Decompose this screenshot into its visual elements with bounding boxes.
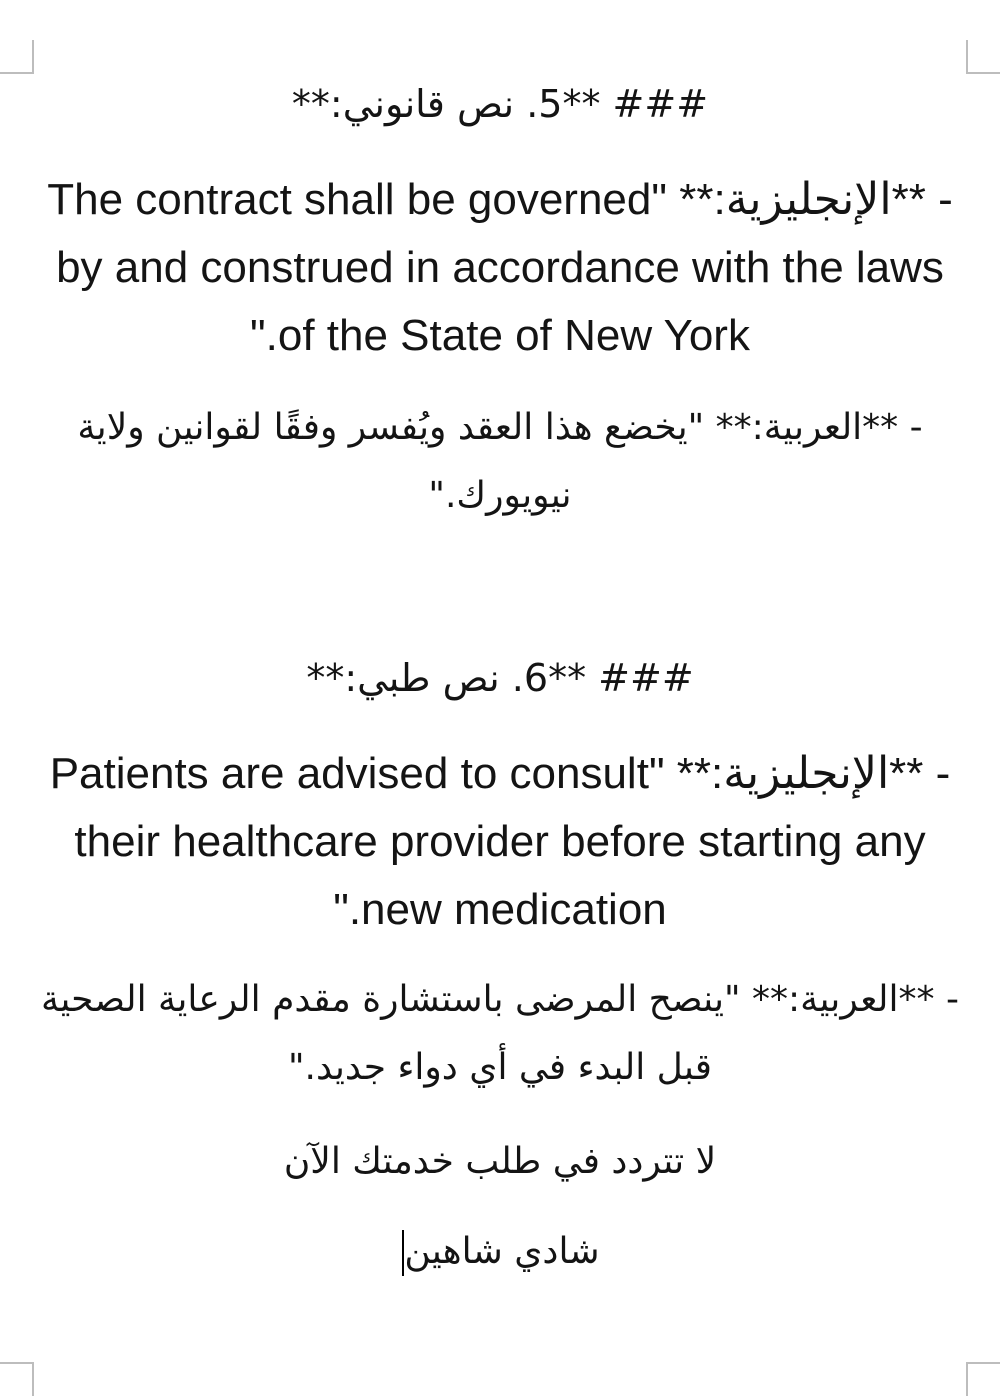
- section-6-english-paragraph: - **الإنجليزية:** "Patients are advised to consult their healthcare provider before starting any new medication.": [49, 749, 951, 934]
- section-6-heading: ### **6. نص طبي:**: [306, 656, 694, 700]
- page-corner-mark-top-right: [966, 40, 1000, 74]
- closing-line: لا تتردد في طلب خدمتك الآن: [283, 1141, 717, 1182]
- signature-name: شادي شاهين: [404, 1231, 600, 1272]
- section-6-arabic-paragraph: - **العربية:** "ينصح المرضى باستشارة مقدم الرعاية الصحية قبل البدء في أي دواء جديد.": [41, 979, 959, 1088]
- section-5-arabic-paragraph: - **العربية:** "يخضع هذا العقد ويُفسر وفقًا لقوانين ولاية نيويورك.": [77, 407, 923, 516]
- section-5-heading: ### **5. نص قانوني:**: [291, 82, 709, 126]
- signature-text[interactable]: [400, 1226, 599, 1278]
- signature-line: [40, 1226, 960, 1278]
- section-5-english-paragraph: - **الإنجليزية:** "The contract shall be governed by and construed in accordance with the laws of the State of New York.": [47, 175, 953, 360]
- page-corner-mark-bottom-right: [966, 1362, 1000, 1396]
- page-corner-mark-top-left: [0, 40, 34, 74]
- page-corner-mark-bottom-left: [0, 1362, 34, 1396]
